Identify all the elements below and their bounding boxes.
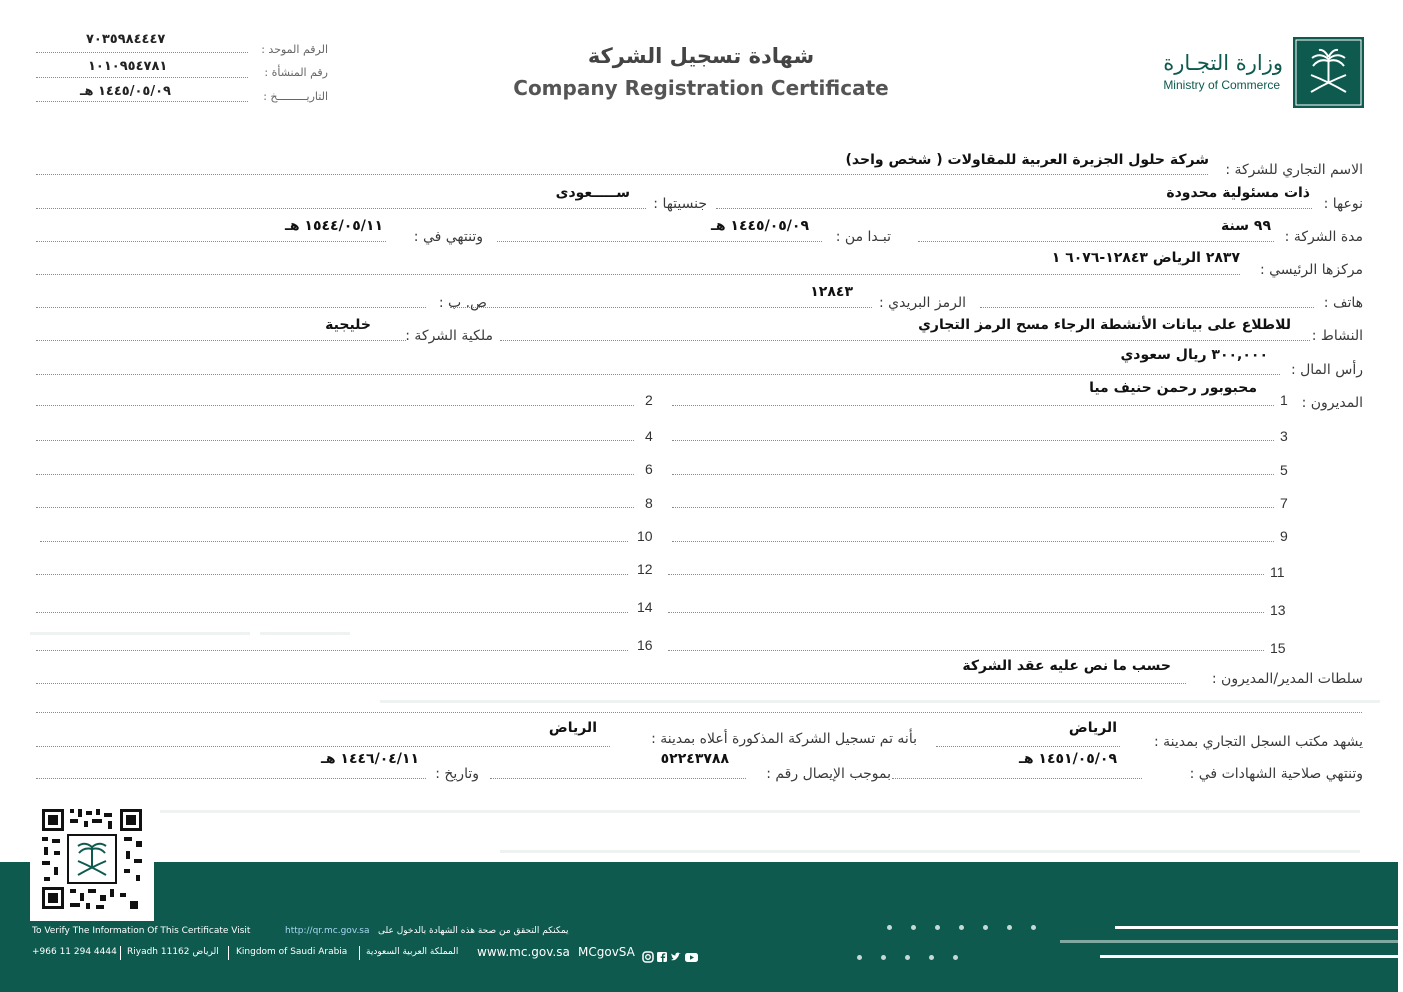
issue-date-label: وتاريخ :	[435, 766, 479, 782]
registered-city-value: الرياض	[548, 720, 597, 736]
dotted-line	[668, 574, 1264, 575]
phone-label: هاتف :	[1323, 295, 1363, 311]
header-establishment-number-value: ١٠١٠٩٥٤٧٨١	[88, 59, 168, 74]
dotted-line	[36, 683, 1186, 684]
ownership-value: خليجية	[325, 317, 371, 333]
divider	[228, 946, 229, 960]
duration-label: مدة الشركة :	[1284, 229, 1363, 245]
managers-label: المديرون :	[1301, 395, 1363, 411]
social-icons	[642, 948, 700, 967]
dotted-line	[980, 307, 1314, 308]
manager-number: 6	[645, 461, 653, 477]
decorative-dot	[1007, 925, 1012, 930]
capital-label: رأس المال :	[1290, 362, 1363, 378]
dotted-line	[36, 474, 634, 475]
authority-value: حسب ما نص عليه عقد الشركة	[962, 658, 1171, 674]
dotted-line	[716, 208, 1312, 209]
ministry-logo	[1293, 37, 1364, 108]
hq-label: مركزها الرئيسي :	[1259, 262, 1363, 278]
end-date-value: ١٥٤٤/٠٥/١١ هـ	[285, 218, 383, 234]
activity-value: للاطلاع على بيانات الأنشطة الرجاء مسح الرمز التجاري	[918, 317, 1291, 333]
nationality-label: جنسيتها :	[653, 196, 707, 212]
dotted-line	[36, 241, 386, 242]
decorative-dot	[911, 925, 916, 930]
po-box-label: ص. ب :	[438, 295, 487, 311]
dotted-line	[672, 507, 1274, 508]
dotted-line	[490, 778, 746, 779]
header-unified-number-value: ٧٠٣٥٩٨٤٤٤٧	[86, 32, 166, 47]
manager-number: 5	[1280, 462, 1288, 478]
footer-riyadh: Riyadh 11162 الرياض	[127, 947, 219, 957]
dotted-line	[668, 650, 1264, 651]
hq-value: ٢٨٣٧ الرياض ١٢٨٤٣-٦٠٧٦ ١	[1051, 250, 1240, 266]
decorative-dot	[953, 955, 958, 960]
validity-label: وتنتهي صلاحية الشهادات في :	[1189, 766, 1363, 782]
decorative-stripe	[500, 850, 1360, 853]
manager-number: 10	[637, 528, 653, 544]
dotted-line	[668, 612, 1264, 613]
dotted-line	[918, 241, 1274, 242]
decorative-dot	[983, 925, 988, 930]
manager-number: 15	[1270, 640, 1286, 656]
palm-swords-icon	[1293, 37, 1364, 108]
decorative-stripe	[30, 632, 250, 635]
dotted-line	[497, 241, 822, 242]
divider	[359, 946, 360, 960]
dotted-line	[36, 52, 248, 53]
unified-number-label: الرقم الموحد :	[261, 43, 328, 56]
manager-number: 11	[1270, 564, 1285, 580]
certificate-title-ar: شهادة تسجيل الشركة	[587, 44, 815, 68]
start-date-value: ١٤٤٥/٠٥/٠٩ هـ	[711, 218, 809, 234]
decorative-stripe	[380, 700, 1380, 703]
ministry-name-ar: وزارة التجـارة	[1163, 51, 1283, 75]
dotted-line	[36, 440, 634, 441]
header-date-value: ١٤٤٥/٠٥/٠٩ هـ	[80, 84, 171, 99]
manager-number: 3	[1280, 428, 1288, 444]
certify-city-value: الرياض	[1068, 720, 1117, 736]
ministry-name-en: Ministry of Commerce	[1163, 78, 1280, 92]
manager-number: 1	[1280, 392, 1288, 408]
manager-number: 16	[637, 637, 653, 653]
verify-text-ar: يمكنكم التحقق من صحة هذه الشهادة بالدخول على	[378, 926, 569, 936]
dotted-line	[36, 340, 406, 341]
dotted-line	[36, 746, 610, 747]
dotted-line	[500, 340, 1310, 341]
decorative-dot	[887, 925, 892, 930]
dotted-line	[36, 101, 248, 102]
footer-kingdom: Kingdom of Saudi Arabia	[236, 947, 348, 957]
dotted-line	[36, 208, 646, 209]
activity-label: النشاط :	[1311, 328, 1363, 344]
dotted-line	[36, 405, 634, 406]
manager-number: 4	[645, 428, 653, 444]
nationality-value: ســـــعودى	[555, 185, 630, 201]
decorative-dot	[857, 955, 862, 960]
manager-number: 7	[1280, 495, 1288, 511]
trade-name-value: شركة حلول الجزيرة العربية للمقاولات ( شخص واحد)	[845, 152, 1209, 168]
manager-number: 2	[645, 392, 653, 408]
type-label: نوعها :	[1323, 196, 1363, 212]
divider	[120, 946, 121, 960]
footer-phone: +966 11 294 4444	[32, 947, 117, 957]
instagram-icon[interactable]	[643, 952, 653, 962]
footer-handle: MCgovSA	[578, 945, 635, 959]
dotted-line	[36, 612, 628, 613]
decorative-dot	[905, 955, 910, 960]
dotted-line	[36, 778, 426, 779]
postal-code-label: الرمز البريدي :	[878, 295, 966, 311]
dotted-line	[36, 650, 628, 651]
manager-1-value: محبوبور رحمن حنيف ميا	[1089, 380, 1257, 396]
duration-value: ٩٩ سنة	[1221, 218, 1271, 234]
postal-code-value: ١٢٨٤٣	[810, 284, 853, 300]
decorative-dot	[935, 925, 940, 930]
dotted-line	[36, 307, 426, 308]
establishment-number-label: رقم المنشأة :	[264, 66, 328, 79]
dotted-line	[936, 746, 1120, 747]
dotted-line	[36, 77, 248, 78]
dotted-line	[450, 307, 872, 308]
dotted-line	[892, 778, 1142, 779]
manager-number: 13	[1270, 602, 1286, 618]
issue-date-value: ١٤٤٦/٠٤/١١ هـ	[321, 751, 419, 767]
dotted-line	[36, 274, 1240, 275]
facebook-icon[interactable]	[657, 952, 667, 962]
verify-link[interactable]: http://qr.mc.gov.sa	[285, 926, 370, 936]
qr-code[interactable]	[30, 797, 154, 921]
dotted-line	[672, 541, 1274, 542]
decorative-stripe	[1100, 955, 1398, 958]
manager-number: 12	[637, 561, 653, 577]
dotted-line	[672, 440, 1274, 441]
decorative-dot	[1031, 925, 1036, 930]
dotted-line	[36, 712, 1362, 713]
end-date-label: وتنتهي في :	[413, 229, 483, 245]
receipt-value: ٥٢٢٤٣٧٨٨	[660, 751, 729, 767]
validity-value: ١٤٥١/٠٥/٠٩ هـ	[1019, 751, 1117, 767]
date-label: التاريـــــــــخ :	[263, 90, 328, 103]
decorative-stripe	[160, 810, 1360, 813]
dotted-line	[36, 174, 1208, 175]
decorative-stripe	[1060, 940, 1398, 943]
ownership-label: ملكية الشركة :	[405, 328, 493, 344]
manager-number: 14	[637, 599, 653, 615]
certificate-title-en: Company Registration Certificate	[513, 76, 889, 100]
youtube-icon[interactable]	[685, 953, 698, 962]
decorative-dot	[929, 955, 934, 960]
type-value: ذات مسئولية محدودة	[1166, 185, 1310, 201]
certify-label: يشهد مكتب السجل التجاري بمدينة :	[1153, 734, 1363, 750]
twitter-icon[interactable]	[671, 953, 681, 961]
decorative-stripe	[1115, 926, 1398, 929]
decorative-stripe	[260, 632, 350, 635]
dotted-line	[36, 574, 628, 575]
receipt-label: بموجب الإيصال رقم :	[766, 766, 891, 782]
verify-text-en: To Verify The Information Of This Certificate Visit	[32, 926, 251, 936]
footer-kingdom-ar: المملكة العربية السعودية	[366, 947, 459, 957]
dotted-line	[672, 405, 1274, 406]
manager-number: 8	[645, 495, 653, 511]
decorative-dot	[881, 955, 886, 960]
footer-website-link[interactable]: www.mc.gov.sa	[477, 945, 570, 959]
registered-label: بأنه تم تسجيل الشركة المذكورة أعلاه بمدينة :	[651, 731, 917, 747]
start-date-label: تبـدا من :	[835, 229, 891, 245]
qr-code-icon	[30, 797, 154, 921]
dotted-line	[36, 507, 634, 508]
dotted-line	[40, 541, 628, 542]
manager-number: 9	[1280, 528, 1288, 544]
dotted-line	[672, 474, 1274, 475]
authority-label: سلطات المدير/المديرون :	[1211, 671, 1363, 687]
dotted-line	[36, 374, 1280, 375]
decorative-dot	[959, 925, 964, 930]
capital-value: ٣٠٠,٠٠٠ ريال سعودي	[1120, 347, 1268, 363]
trade-name-label: الاسم التجاري للشركة :	[1225, 162, 1363, 178]
